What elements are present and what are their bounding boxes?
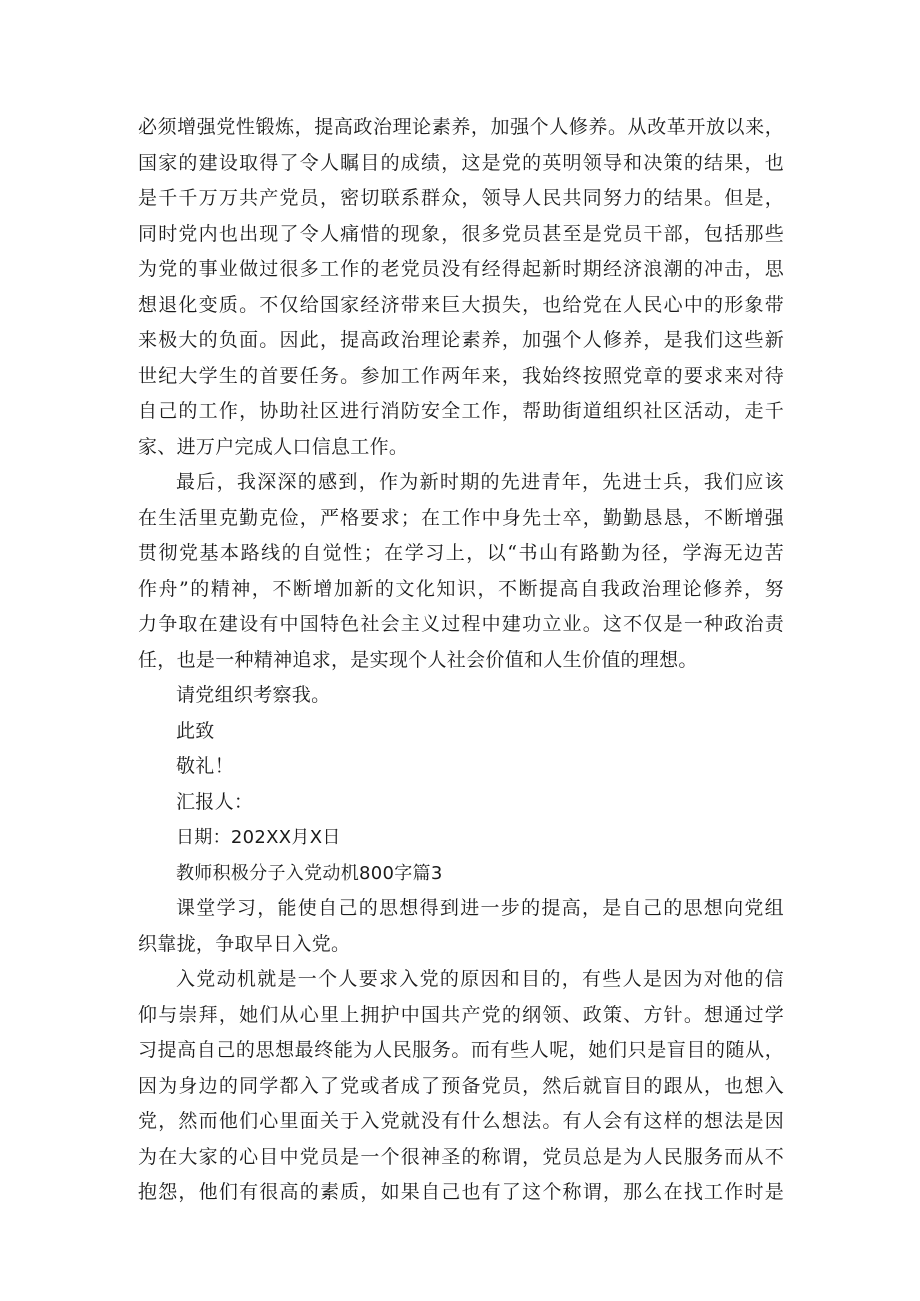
text-line: 课堂学习，能使自己的思想得到进一步的提高，是自己的思想向党组 xyxy=(176,897,784,919)
text-line: 贯彻党基本路线的自觉性；在学习上，以“书山有路勤为径，学海无边苦 xyxy=(138,542,784,564)
text-line: 自己的工作，协助社区进行消防安全工作，帮助街道组织社区活动，走千 xyxy=(138,400,784,422)
text-line: 入党动机就是一个人要求入党的原因和目的，有些人是因为对他的信 xyxy=(176,968,784,990)
text-line: 仰与崇拜，她们从心里上拥护中国共产党的纲领、政策、方针。想通过学 xyxy=(138,1003,784,1026)
text-line: 习提高自己的思想最终能为人民服务。而有些人呢，她们只是盲目的随从， xyxy=(138,1039,784,1061)
salutation-line: 此致 xyxy=(176,719,215,742)
text-line: 党，然而他们心里面关于入党就没有什么想法。有人会有这样的想法是因 xyxy=(138,1110,784,1132)
paragraph-4 xyxy=(138,962,784,1211)
paragraph-3 xyxy=(138,891,784,962)
text-line: 家、进万户完成人口信息工作。 xyxy=(138,435,409,458)
text-line: 为在大家的心目中党员是一个很神圣的称谓，党员总是为人民服务而从不 xyxy=(138,1145,784,1168)
text-line: 同时党内也出现了令人痛惜的现象，很多党员甚至是党员干部，包括那些 xyxy=(138,222,784,245)
text-line: 来极大的负面。因此，提高政治理论素养，加强个人修养，是我们这些新 xyxy=(138,329,784,351)
reporter-line: 汇报人： xyxy=(176,790,254,813)
text-line: 是千千万万共产党员，密切联系群众，领导人民共同努力的结果。但是， xyxy=(138,187,784,209)
text-line: 任，也是一种精神追求，是实现个人社会价值和人生价值的理想。 xyxy=(138,648,698,671)
text-line: 作舟”的精神，不断增加新的文化知识，不断提高自我政治理论修养，努 xyxy=(138,577,784,600)
paragraph-2 xyxy=(138,465,784,678)
text-line: 抱怨，他们有很高的素质，如果自己也有了这个称谓，那么在找工作时是 xyxy=(138,1181,784,1203)
text-line: 在生活里克勤克俭，严格要求；在工作中身先士卒，勤勤恳恳，不断增强 xyxy=(138,506,784,529)
text-line: 力争取在建设有中国特色社会主义过程中建功立业。这不仅是一种政治责 xyxy=(138,613,784,635)
salutation-line: 敬礼！ xyxy=(176,755,234,777)
date-line: 日期：202XX月X日 xyxy=(176,827,341,848)
text-line: 必须增强党性锻炼，提高政治理论素养，加强个人修养。从改革开放以来， xyxy=(138,116,784,138)
text-line: 为党的事业做过很多工作的老党员没有经得起新时期经济浪潮的冲击，思 xyxy=(138,258,784,280)
text-line: 国家的建设取得了令人瞩目的成绩，这是党的英明领导和决策的结果，也 xyxy=(138,151,784,174)
document-body xyxy=(138,110,784,1211)
section-title: 教师积极分子入党动机800字篇3 xyxy=(176,862,443,884)
text-line: 最后，我深深的感到，作为新时期的先进青年，先进士兵，我们应该 xyxy=(176,471,784,493)
text-line: 织靠拢，争取早日入党。 xyxy=(138,932,351,955)
closing-block xyxy=(138,678,784,856)
text-line: 世纪大学生的首要任务。参加工作两年来，我始终按照党章的要求来对待 xyxy=(138,364,784,387)
request-line: 请党组织考察我。 xyxy=(176,684,331,706)
paragraph-1 xyxy=(138,110,784,465)
text-line: 因为身边的同学都入了党或者成了预备党员，然后就盲目的跟从，也想入 xyxy=(138,1074,784,1097)
text-line: 想退化变质。不仅给国家经济带来巨大损失，也给党在人民心中的形象带 xyxy=(138,293,784,316)
